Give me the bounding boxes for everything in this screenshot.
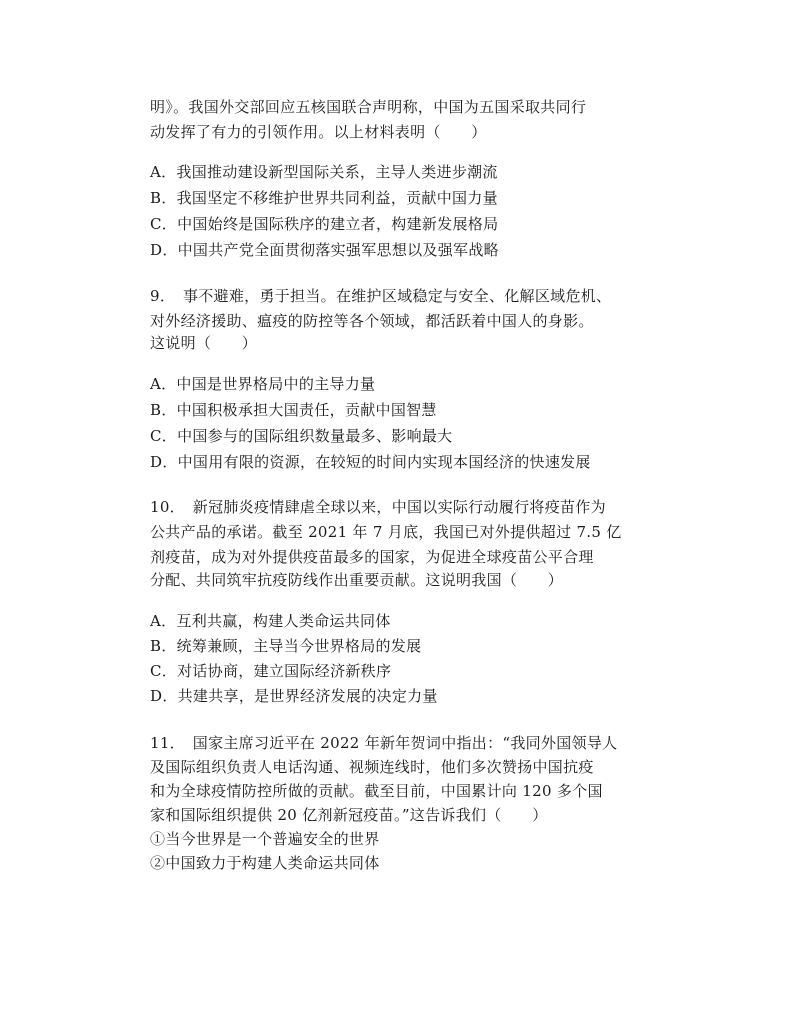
q10-option-a: A．互利共赢，构建人类命运共同体 (150, 612, 391, 630)
q9-option-b: B．中国积极承担大国责任，贡献中国智慧 (150, 401, 437, 419)
q8-option-a: A．我国推动建设新型国际关系，主导人类进步潮流 (150, 163, 498, 181)
q8-option-c: C．中国始终是国际秩序的建立者，构建新发展格局 (150, 215, 499, 233)
q9-stem-line-3: 这说明（ ） (150, 334, 258, 352)
q10-stem-line-2: 公共产品的承诺。截至 2021 年 7 月底，我国已对外提供超过 7.5 亿 (150, 523, 622, 541)
q11-stem-line-3: 和为全球疫情防控所做的贡献。截至目前，中国累计向 120 多个国 (150, 782, 603, 800)
q9-stem-line-2: 对外经济援助、瘟疫的防控等各个领域，都活跃着中国人的身影。 (150, 312, 594, 330)
q10-option-b: B．统筹兼顾，主导当今世界格局的发展 (150, 637, 422, 655)
q9-stem-line-1: 9． 事不避难，勇于担当。在维护区域稳定与安全、化解区域危机、 (150, 287, 612, 305)
q8-option-b: B．我国坚定不移维护世界共同利益，贡献中国力量 (150, 189, 498, 207)
q9-option-d: D．中国用有限的资源，在较短的时间内实现本国经济的快速发展 (150, 453, 591, 471)
q10-option-c: C．对话协商，建立国际经济新秩序 (150, 662, 392, 680)
q10-option-d: D．共建共享，是世界经济发展的决定力量 (150, 687, 438, 705)
q11-stem-line-2: 及国际组织负责人电话沟通、视频连线时，他们多次赞扬中国抗疫 (150, 758, 594, 776)
q8-stem-line-2: 动发挥了有力的引领作用。以上材料表明（ ） (150, 123, 487, 141)
q11-item-1: ①当今世界是一个普遍安全的世界 (150, 830, 380, 848)
q10-stem-line-1: 10． 新冠肺炎疫情肆虐全球以来，中国以实际行动履行将疫苗作为 (150, 498, 606, 516)
q9-option-c: C．中国参与的国际组织数量最多、影响最大 (150, 427, 453, 445)
q8-stem-line-1: 明》。我国外交部回应五核国联合声明称，中国为五国采取共同行 (150, 98, 587, 116)
q9-option-a: A．中国是世界格局中的主导力量 (150, 375, 376, 393)
q11-item-2: ②中国致力于构建人类命运共同体 (150, 854, 380, 872)
q11-stem-line-1: 11． 国家主席习近平在 2022 年新年贺词中指出：“我同外国领导人 (150, 734, 618, 752)
q10-stem-line-4: 分配、共同筑牢抗疫防线作出重要贡献。这说明我国（ ） (150, 571, 564, 589)
q11-stem-line-4: 家和国际组织提供 20 亿剂新冠疫苗。”这告诉我们（ ） (150, 806, 548, 824)
q10-stem-line-3: 剂疫苗，成为对外提供疫苗最多的国家，为促进全球疫苗公平合理 (150, 548, 594, 566)
q8-option-d: D．中国共产党全面贯彻落实强军思想以及强军战略 (150, 241, 499, 259)
